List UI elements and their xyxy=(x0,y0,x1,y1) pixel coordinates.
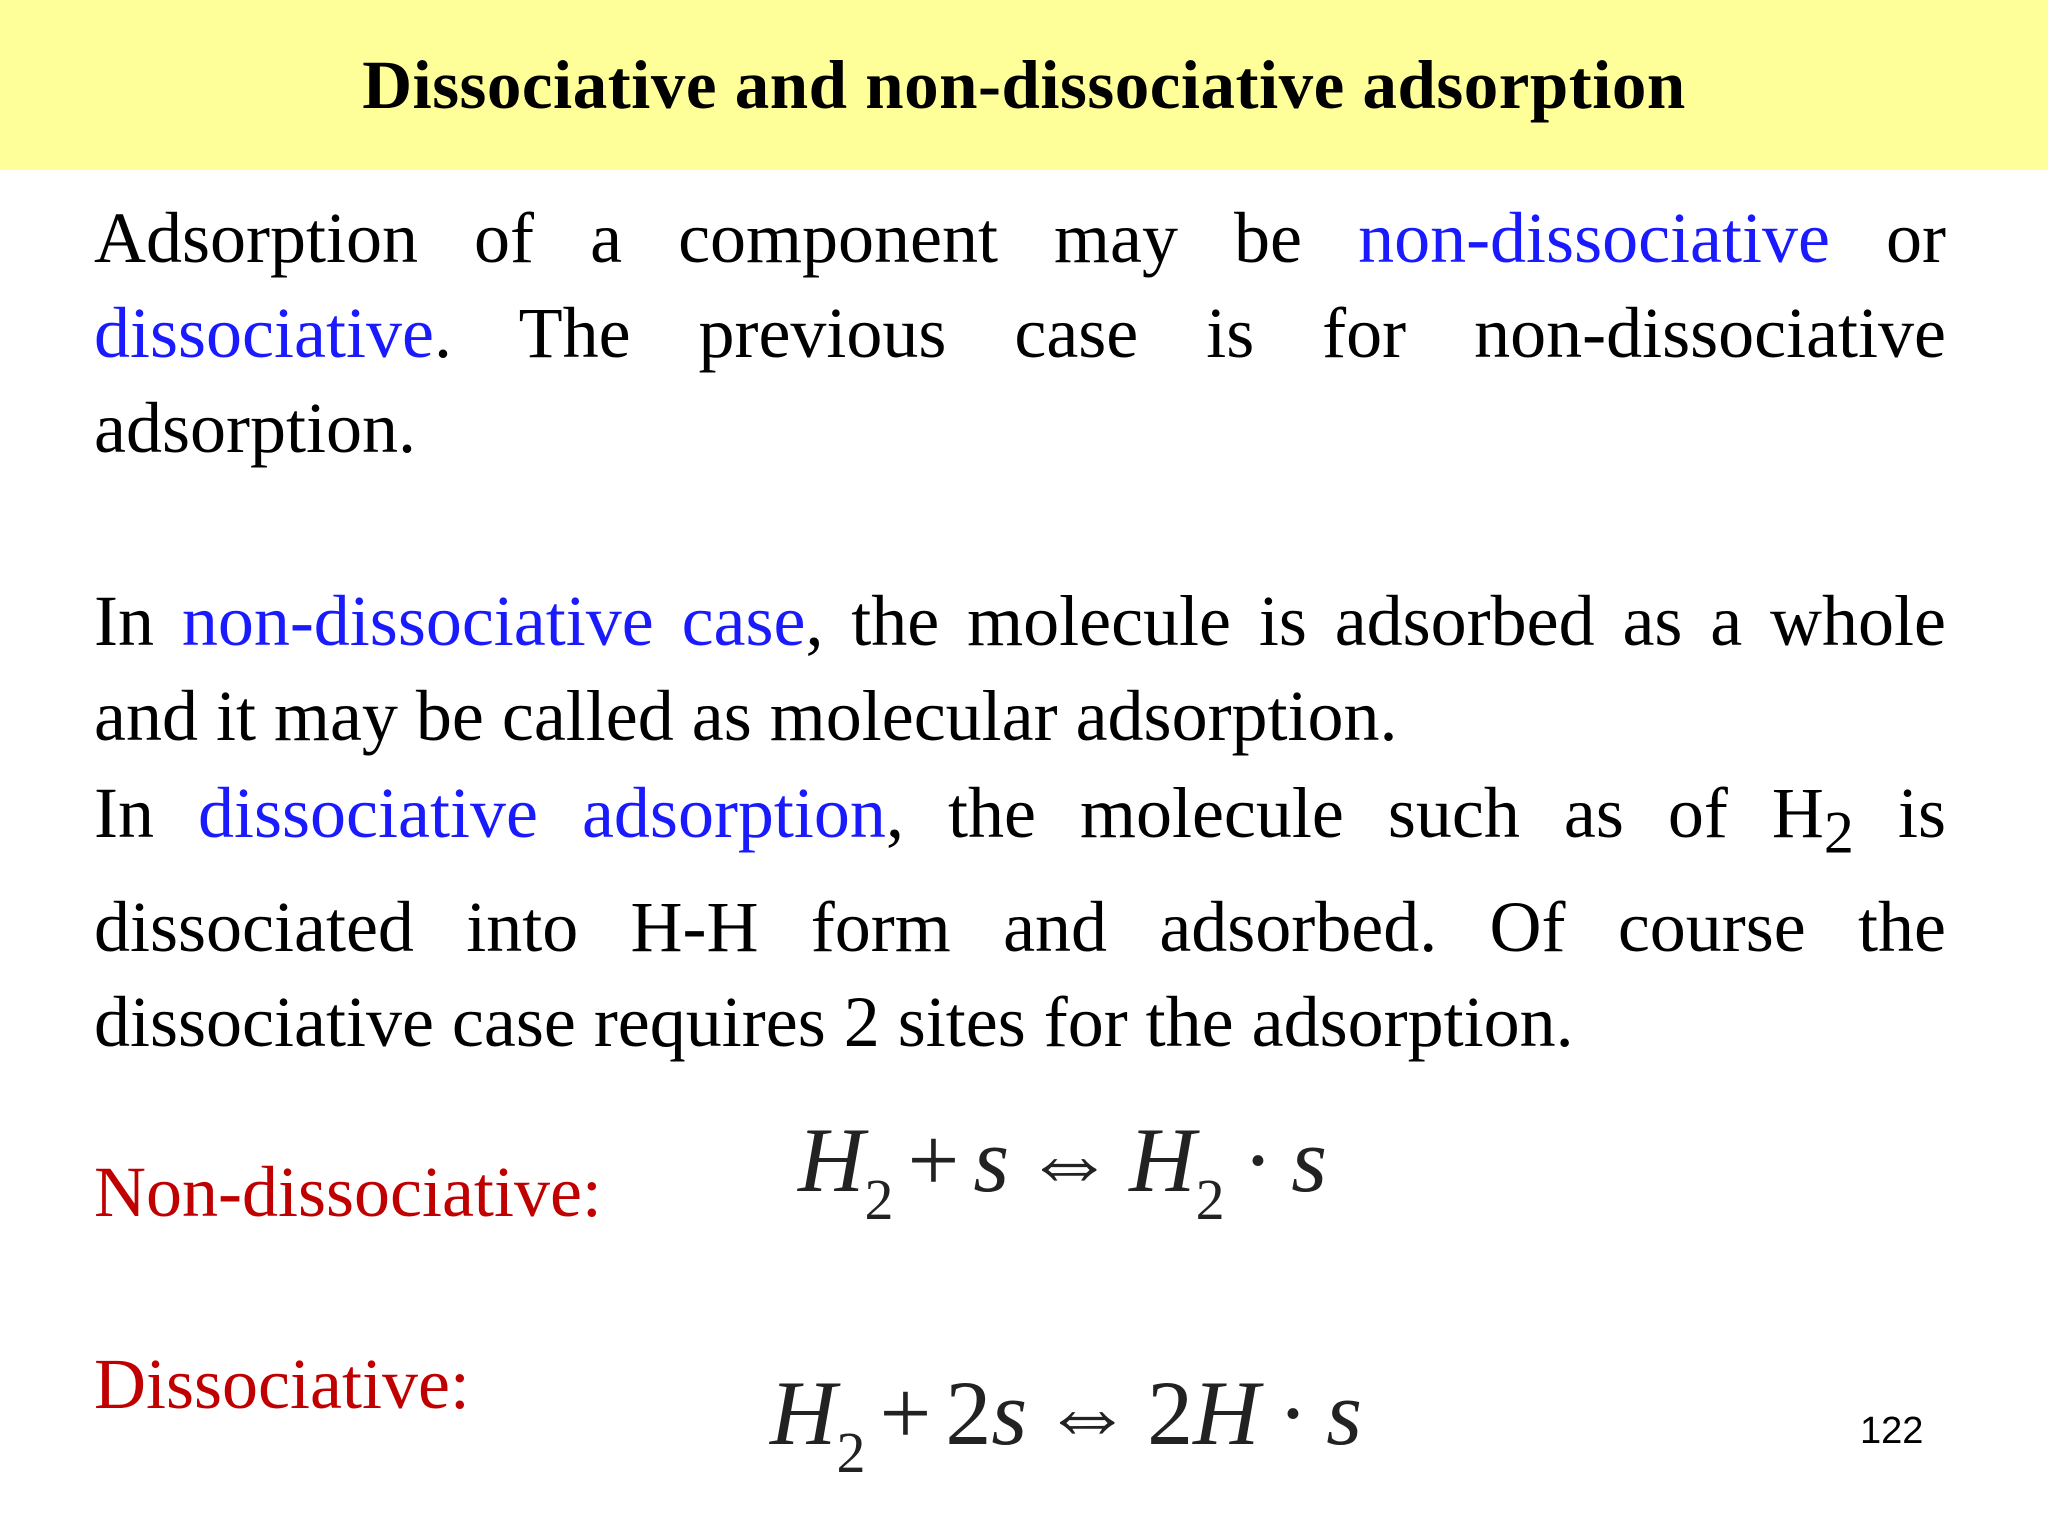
equation-dissociative xyxy=(770,1362,1363,1485)
eq-dis-s2: s xyxy=(1326,1362,1363,1464)
eq-non-s1: s xyxy=(973,1109,1010,1211)
eq-non-sub2: 2 xyxy=(1195,1167,1225,1232)
eq-non-h2: H xyxy=(1129,1109,1196,1211)
p3-subscript: 2 xyxy=(1823,799,1854,866)
p3-text-2: , the molecule such as of H xyxy=(885,773,1824,853)
label-non-dissociative: Non-dissociative: xyxy=(94,1152,602,1232)
paragraph-intro xyxy=(94,191,1946,476)
p3-highlight: dissociative adsorption xyxy=(198,773,886,853)
eq-non-arrow: ⇔ xyxy=(1023,1109,1116,1211)
eq-non-h: H xyxy=(798,1109,865,1211)
eq-non-plus: + xyxy=(907,1109,960,1211)
page-number: 122 xyxy=(1860,1410,1924,1452)
slide-title: Dissociative and non-dissociative adsorption xyxy=(362,46,1686,123)
eq-dis-coef2: 2 xyxy=(1147,1362,1194,1464)
p2-highlight: non-dissociative case xyxy=(181,581,806,661)
eq-non-sub1: 2 xyxy=(864,1167,894,1232)
p3-text-1: In xyxy=(94,773,199,853)
p1-text-1: Adsorption of a component may be xyxy=(94,198,1359,278)
p2-text-1: In xyxy=(94,581,182,661)
eq-dis-s1: s xyxy=(991,1362,1028,1464)
paragraph-non-dissociative xyxy=(94,574,1946,764)
eq-dis-coef1: 2 xyxy=(945,1362,992,1464)
p3-text-3: is dissociated into H-H form and adsorbed. Of course the dissociative case requires 2 sites for the adsorption. xyxy=(94,773,1946,1063)
p1-text-2: or xyxy=(1829,198,1946,278)
p1-highlight-dissociative: dissociative xyxy=(94,293,434,373)
p2-text-2: , the molecule is adsorbed as a whole and it may be called as molecular adsorption. xyxy=(94,581,1947,756)
eq-non-dot: · xyxy=(1242,1109,1274,1211)
eq-dis-arrow: ⇔ xyxy=(1041,1362,1134,1464)
eq-dis-dot: · xyxy=(1277,1362,1309,1464)
p1-highlight-non-dissociative: non-dissociative xyxy=(1358,198,1830,278)
title-bar xyxy=(0,0,2048,170)
label-dissociative: Dissociative: xyxy=(94,1344,470,1424)
eq-dis-plus: + xyxy=(879,1362,932,1464)
eq-dis-h: H xyxy=(770,1362,837,1464)
equation-non-dissociative xyxy=(798,1109,1328,1232)
eq-dis-sub1: 2 xyxy=(836,1420,866,1485)
eq-dis-h2: H xyxy=(1193,1362,1260,1464)
p1-text-3: . The previous case is for non-dissociative adsorption. xyxy=(94,293,1946,468)
eq-non-s2: s xyxy=(1291,1109,1328,1211)
paragraph-dissociative xyxy=(94,766,1946,1070)
